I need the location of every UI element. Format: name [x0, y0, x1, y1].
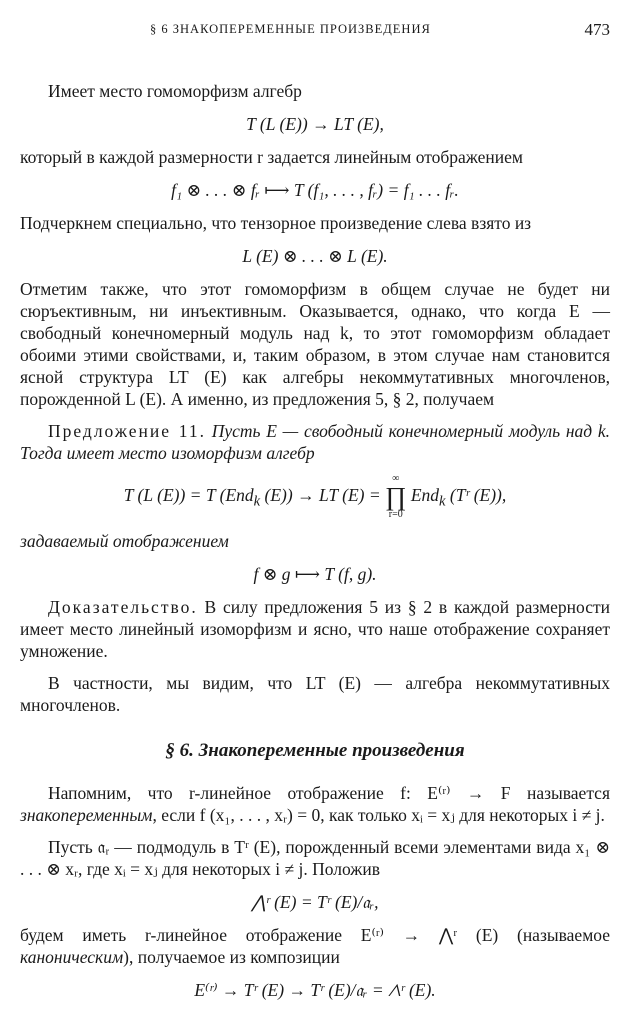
paragraph-9: [20, 924, 610, 968]
product-upper-limit: ∞: [392, 473, 400, 484]
product-sign: ∏: [385, 482, 407, 511]
paragraph-9-a: будем иметь r-линейное отображение E⁽ʳ⁾ → ⋀ʳ (E) (называемое: [20, 925, 610, 945]
paragraph-3: Подчеркнем специально, что тензорное произведение слева взято из: [20, 213, 532, 233]
page-header: [0, 22, 622, 42]
running-head: § 6 ЗНАКОПЕРЕМЕННЫЕ ПРОИЗВЕДЕНИЯ: [150, 22, 431, 36]
formula-6: ⋀ʳ (E) = Tʳ (E)/𝔞ᵣ,: [251, 892, 379, 912]
formula-3: L (E) ⊗ . . . ⊗ L (E).: [242, 246, 388, 266]
product-lower-limit: r=0: [388, 509, 403, 520]
formula-4-mid: (E)) → LT (E) =: [260, 485, 386, 506]
paragraph-1: Имеет место гомоморфизм алгебр: [48, 81, 302, 101]
formula-7: E⁽ʳ⁾ → Tʳ (E) → Tʳ (E)/𝔞ᵣ = ⋀ʳ (E).: [194, 980, 436, 1000]
paragraph-7-a: Напомним, что r-линейное отображение f: E⁽ʳ⁾ → F называется: [48, 783, 610, 803]
formula-4-left: T (L (E)) = T (End: [123, 485, 254, 506]
formula-2: f₁ ⊗ . . . ⊗ fᵣ ⟼ T (f₁, . . . , fᵣ) = f₁ . . . fᵣ.: [171, 180, 459, 200]
page-body: [20, 80, 610, 1012]
formula-4-sub-k2: k: [439, 493, 446, 510]
proposition-text: Пусть E — свободный конечномерный модуль над k. Тогда имеет место изоморфизм алгебр: [20, 421, 610, 463]
product-symbol: [385, 474, 406, 520]
section-title: § 6. Знакопеременные произведения: [165, 740, 465, 761]
paragraph-5: задаваемый отображением: [20, 531, 229, 551]
paragraph-4: Отметим также, что этот гомоморфизм в общем случае не будет ни сюръективным, ни инъективным. Оказывается, однако, что когда E — свободный конечномерный модуль над k, то этот гомоморфизм обладает обоими этими свойствами, и, таким образом, в этом случае нам становится ясной структура LT (E) как алгебры некоммутативных многочленов, порожденной L (E). А именно, из предложения 5, § 2, получаем: [20, 279, 610, 409]
paragraph-7-b: , если f (x₁, . . . , xᵣ) = 0, как только xᵢ = xⱼ для некоторых i ≠ j.: [152, 805, 605, 825]
proposition-11: [20, 420, 610, 464]
page-number: 473: [584, 20, 610, 39]
formula-4-right: End: [410, 485, 440, 506]
paragraph-7: [20, 782, 610, 826]
proof-label: Доказательство.: [48, 597, 198, 617]
formula-4: [20, 474, 610, 520]
formula-4-right2: (Tʳ (E)),: [445, 485, 507, 506]
paragraph-9-b: ), получаемое из композиции: [123, 947, 340, 967]
paragraph-2: который в каждой размерности r задается линейным отображением: [20, 147, 524, 167]
proof-text: В силу предложения 5 из § 2 в каждой размерности имеет место линейный изоморфизм и ясно, что наше отображение сохраняет умножение.: [20, 597, 610, 661]
formula-4-sub-k: k: [253, 493, 261, 510]
paragraph-8: Пусть 𝔞ᵣ — подмодуль в Tʳ (E), порожденный всеми элементами вида x₁ ⊗ . . . ⊗ xᵣ, где xᵢ = xⱼ для некоторых i ≠ j. Положив: [20, 837, 610, 879]
formula-1: T (L (E)) → LT (E),: [246, 114, 384, 134]
formula-5: f ⊗ g ⟼ T (f, g).: [253, 564, 377, 584]
proposition-label: Предложение 11.: [48, 421, 206, 441]
paragraph-7-emphasis: знакопеременным: [20, 805, 153, 825]
paragraph-6: В частности, мы видим, что LT (E) — алгебра некоммутативных многочленов.: [20, 673, 610, 715]
proof: [20, 596, 610, 662]
paragraph-9-emphasis: каноническим: [20, 947, 124, 967]
